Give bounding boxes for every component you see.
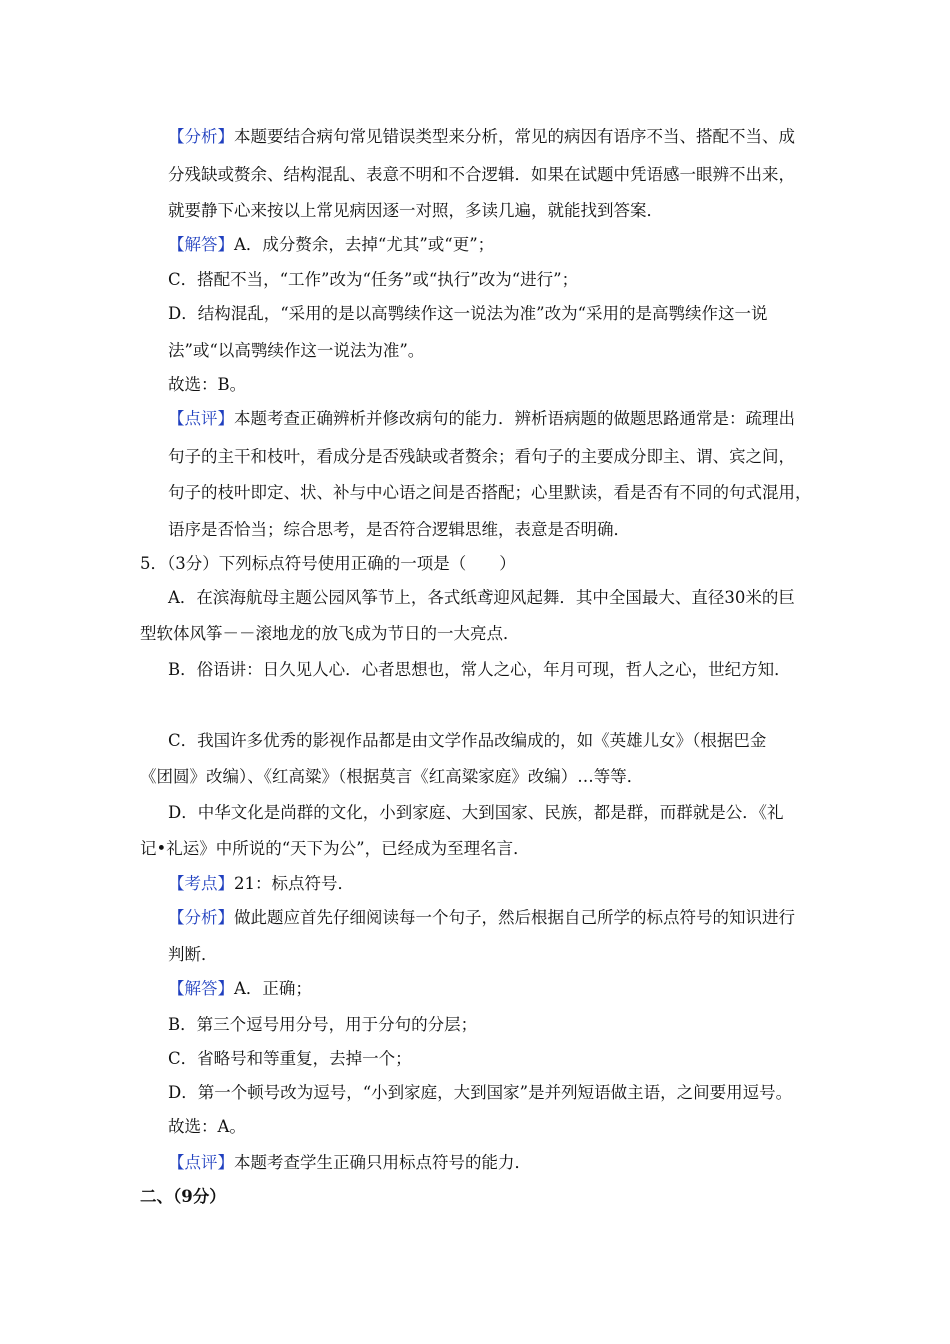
q4-analysis-line-3: 就要静下心来按以上常见病因逐一对照，多读几遍，就能找到答案． [168,201,663,220]
q4-answer-line-4: 法”或“以高鹗续作这一说法为准”。 [168,341,425,360]
q5-option-a-line-1: A．在滨海航母主题公园风筝节上，各式纸鸢迎风起舞．其中全国最大、直径30米的巨 [168,588,795,607]
q5-answer-line-5: 故选：A。 [168,1117,246,1136]
q4-analysis-line-2: 分残缺或赘余、结构混乱、表意不明和不合逻辑．如果在试题中凭语感一眼辨不出来， [168,165,795,184]
q4-comment-line-3: 句子的枝叶即定、状、补与中心语之间是否搭配；心里默读，看是否有不同的句式混用， [168,483,812,502]
q5-option-b: B．俗语讲：日久见人心．心者思想也，常人之心，年月可现，哲人之心，世纪方知． [168,660,791,679]
comment-tag: 【点评】 [168,1153,234,1172]
q5-option-d-line-1: D．中华文化是尚群的文化，小到家庭、大到国家、民族，都是群，而群就是公．《礼 [168,803,784,822]
keypoint-tag: 【考点】 [168,874,234,893]
q5-answer-line-2: B．第三个逗号用分号，用于分句的分层； [168,1015,478,1034]
q5-option-c-line-1: C．我国许多优秀的影视作品都是由文学作品改编成的，如《英雄儿女》（根据巴金 [168,731,767,750]
q5-option-c-line-2: 《团圆》改编）、《红高粱》（根据莫言《红高粱家庭》改编）…等等． [140,767,644,786]
section-heading: 二、（9分） [140,1187,226,1206]
q5-answer-line-3: C．省略号和等重复，去掉一个； [168,1049,412,1068]
q4-analysis-line-1: 【分析】本题要结合病句常见错误类型来分析，常见的病因有语序不当、搭配不当、成 [168,127,795,146]
q5-comment: 【点评】本题考查学生正确只用标点符号的能力． [168,1153,531,1172]
analysis-tag: 【分析】 [168,127,234,146]
q5-answer-line-4: D．第一个顿号改为逗号，“小到家庭，大到国家”是并列短语做主语，之间要用逗号。 [168,1083,793,1102]
comment-tag: 【点评】 [168,409,234,428]
q4-comment-line-1: 【点评】本题考查正确辨析并修改病句的能力．辨析语病题的做题思路通常是：疏理出 [168,409,795,428]
q5-analysis-line-2: 判断． [168,945,218,964]
q5-stem: 5．（3分）下列标点符号使用正确的一项是（ ） [140,554,516,573]
q5-analysis-line-1: 【分析】做此题应首先仔细阅读每一个句子，然后根据自己所学的标点符号的知识进行 [168,908,795,927]
q4-comment-line-4: 语序是否恰当；综合思考，是否符合逻辑思维，表意是否明确． [168,520,630,539]
q4-answer-line-5: 故选：B。 [168,375,247,394]
q4-answer-line-2: C．搭配不当，“工作”改为“任务”或“执行”改为“进行”； [168,270,579,289]
answer-tag: 【解答】 [168,979,234,998]
q4-answer-line-1: 【解答】A．成分赘余，去掉“尤其”或“更”； [168,235,495,254]
answer-tag: 【解答】 [168,235,234,254]
q4-answer-line-3: D．结构混乱，“采用的是以高鹗续作这一说法为准”改为“采用的是高鹗续作这一说 [168,304,768,323]
q5-option-a-line-2: 型软体风筝－－滚地龙的放飞成为节日的一大亮点． [140,624,520,643]
q4-comment-line-2: 句子的主干和枝叶，看成分是否残缺或者赘余；看句子的主要成分即主、谓、宾之间， [168,447,795,466]
q5-option-d-line-2: 记•礼运》中所说的“天下为公”，已经成为至理名言． [140,839,530,858]
q5-keypoint: 【考点】21：标点符号． [168,874,354,893]
analysis-tag: 【分析】 [168,908,234,927]
q5-answer-line-1: 【解答】A．正确； [168,979,312,998]
